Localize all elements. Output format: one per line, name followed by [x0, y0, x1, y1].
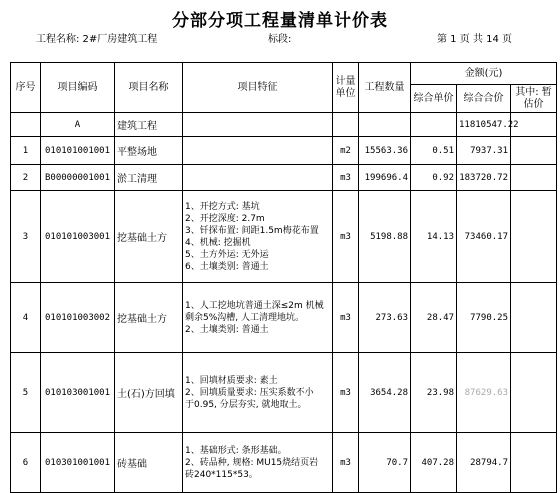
- feature-line: 剩余5%沟槽, 人工清理地坑。: [185, 312, 305, 323]
- row-name: 建筑工程: [115, 113, 183, 137]
- row-seq: 4: [11, 283, 41, 353]
- feature-line: 砖240*115*53。: [185, 469, 258, 480]
- row-unit: m3: [333, 165, 359, 191]
- row-name: 挖基础土方: [115, 191, 183, 283]
- feature-line: 2、开挖深度: 2.7m: [185, 213, 265, 224]
- row-total: 73460.17: [457, 191, 511, 283]
- row-qty: 3654.28: [359, 353, 411, 433]
- row-unit: m2: [333, 137, 359, 165]
- row-unit: m3: [333, 283, 359, 353]
- row-total: 11810547.22: [457, 113, 511, 137]
- feature-line: 2、砖品种, 规格: MU15烧结页岩: [185, 457, 319, 468]
- row-seq: 6: [11, 433, 41, 493]
- row-seq: 2: [11, 165, 41, 191]
- header-feature: 项目特征: [183, 63, 333, 113]
- section-label: 标段:: [268, 34, 292, 45]
- row-provisional: [511, 433, 557, 493]
- row-price: 14.13: [411, 191, 457, 283]
- row-seq: [11, 113, 41, 137]
- header-unit: 计量单位: [333, 63, 359, 113]
- feature-line: 2、土壤类别: 普通土: [185, 324, 269, 335]
- row-total: 7790.25: [457, 283, 511, 353]
- row-name: 挖基础土方: [115, 283, 183, 353]
- row-name: 淤工清理: [115, 165, 183, 191]
- row-code: 010301001001: [41, 433, 115, 493]
- row-price: 28.47: [411, 283, 457, 353]
- row-unit: m3: [333, 191, 359, 283]
- pricing-table: [10, 62, 557, 493]
- row-qty: 273.63: [359, 283, 411, 353]
- row-unit: [333, 113, 359, 137]
- header-code: 项目编码: [41, 63, 115, 113]
- row-provisional: [511, 353, 557, 433]
- feature-line: 1、基础形式: 条形基础。: [185, 445, 287, 456]
- row-price: [411, 113, 457, 137]
- project-name: 工程名称: 2#厂房建筑工程: [36, 34, 158, 45]
- feature-line: 2、回填质量要求: 压实系数不小: [185, 387, 314, 398]
- row-seq: 3: [11, 191, 41, 283]
- row-code: 010101003001: [41, 191, 115, 283]
- row-seq: 5: [11, 353, 41, 433]
- header-name: 项目名称: [115, 63, 183, 113]
- row-qty: 15563.36: [359, 137, 411, 165]
- row-price: 407.28: [411, 433, 457, 493]
- table-row: [11, 191, 557, 283]
- table-row: [11, 283, 557, 353]
- row-provisional: [511, 165, 557, 191]
- header-amount: 金额(元): [411, 63, 557, 85]
- row-name: 砖基础: [115, 433, 183, 493]
- row-features: [183, 113, 333, 137]
- row-total: 87629.63: [457, 353, 511, 433]
- row-provisional: [511, 191, 557, 283]
- row-code: B00000001001: [41, 165, 115, 191]
- row-features: [183, 283, 333, 353]
- row-qty: 70.7: [359, 433, 411, 493]
- page-title: 分部分项工程量清单计价表: [172, 11, 388, 31]
- feature-line: 于0.95, 分层夯实, 就地取土。: [185, 399, 307, 410]
- row-total: 183720.72: [457, 165, 511, 191]
- row-qty: 199696.4: [359, 165, 411, 191]
- feature-line: 5、土方外运: 无外运: [185, 249, 269, 260]
- table-row: [11, 165, 557, 191]
- header-total: 综合合价: [457, 85, 511, 113]
- feature-line: 4、机械: 挖掘机: [185, 237, 251, 248]
- table-row: [11, 113, 557, 137]
- page-info: 第 1 页 共 14 页: [437, 34, 512, 45]
- row-name: 平整场地: [115, 137, 183, 165]
- row-features: [183, 353, 333, 433]
- row-provisional: [511, 137, 557, 165]
- row-provisional: [511, 283, 557, 353]
- row-qty: 5198.88: [359, 191, 411, 283]
- table-row: [11, 353, 557, 433]
- header-unit-price: 综合单价: [411, 85, 457, 113]
- row-features: [183, 137, 333, 165]
- header-qty: 工程数量: [359, 63, 411, 113]
- header-seq: 序号: [11, 63, 41, 113]
- row-unit: m3: [333, 433, 359, 493]
- table-row: [11, 137, 557, 165]
- row-features: [183, 191, 333, 283]
- row-price: 0.92: [411, 165, 457, 191]
- row-code: 010101001001: [41, 137, 115, 165]
- row-seq: 1: [11, 137, 41, 165]
- row-code: 010101003002: [41, 283, 115, 353]
- row-price: 0.51: [411, 137, 457, 165]
- row-code: 010103001001: [41, 353, 115, 433]
- feature-line: 3、钎探布置: 间距1.5m梅花布置: [185, 225, 319, 236]
- row-unit: m3: [333, 353, 359, 433]
- feature-line: 1、人工挖地坑普通土深≤2m 机械: [185, 300, 324, 311]
- row-features: [183, 165, 333, 191]
- row-name: 土(石)方回填: [115, 353, 183, 433]
- row-total: 28794.7: [457, 433, 511, 493]
- feature-line: 1、开挖方式: 基坑: [185, 201, 260, 212]
- row-features: [183, 433, 333, 493]
- row-code: A: [41, 113, 115, 137]
- feature-line: 1、回填材质要求: 素土: [185, 375, 278, 386]
- table-row: [11, 433, 557, 493]
- header-provisional: 其中: 暂估价: [511, 85, 557, 113]
- row-qty: [359, 113, 411, 137]
- feature-line: 6、土壤类别: 普通土: [185, 261, 269, 272]
- row-total: 7937.31: [457, 137, 511, 165]
- row-price: 23.98: [411, 353, 457, 433]
